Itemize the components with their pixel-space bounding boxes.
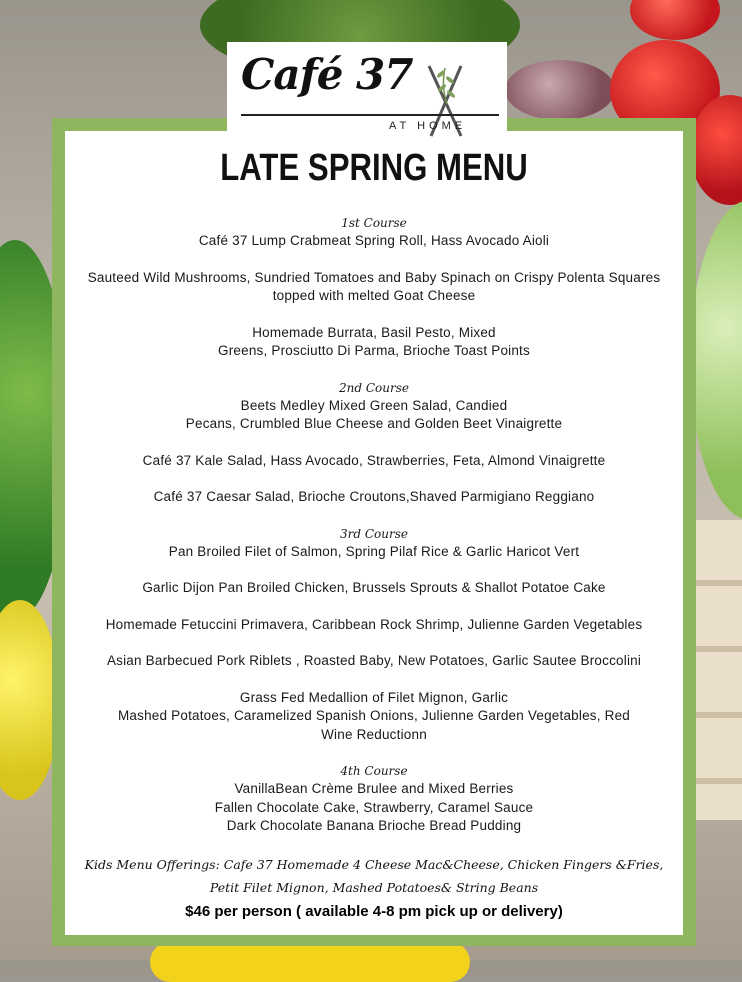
background-beet (505, 60, 615, 120)
background-squash (0, 600, 60, 800)
course-label: 1st Course (341, 216, 407, 230)
menu-item: Café 37 Kale Salad, Hass Avocado, Strawberries, Feta, Almond Vinaigrette (142, 452, 606, 468)
page-title: LATE SPRING MENU (220, 147, 528, 189)
course-label: 4th Course (340, 764, 408, 778)
kids-menu (65, 853, 683, 899)
menu-item: Pecans, Crumbled Blue Cheese and Golden Beet Vinaigrette (185, 416, 563, 431)
menu-item: Café 37 Lump Crabmeat Spring Roll, Hass Avocado Aioli (198, 233, 550, 248)
menu-item: Garlic Dijon Pan Broiled Chicken, Brussels Sprouts & Shallot Potatoe Cake (142, 580, 606, 595)
menu-item: Greens, Prosciutto Di Parma, Brioche Toast Points (218, 343, 530, 358)
logo-name: Café 37 (241, 50, 413, 99)
background-cabbage (690, 200, 742, 520)
menu-item: Homemade Burrata, Basil Pesto, Mixed (252, 324, 496, 340)
menu-item: Beets Medley Mixed Green Salad, Candied (240, 397, 508, 413)
menu-item: Pan Broiled Filet of Salmon, Spring Pilaf Rice & Garlic Haricot Vert (168, 543, 580, 559)
background-squash (150, 942, 470, 982)
logo-tagline: AT HOME (389, 120, 467, 132)
course-label: 2nd Course (339, 380, 409, 395)
course-label: 3rd Course (340, 526, 408, 541)
menu-item: Café 37 Caesar Salad, Brioche Croutons,Shaved Parmigiano Reggiano (153, 489, 595, 504)
menu-item: Grass Fed Medallion of Filet Mignon, Garlic (239, 689, 509, 705)
menu-item: Dark Chocolate Banana Brioche Bread Pudding (226, 818, 522, 833)
menu-item: Mashed Potatoes, Caramelized Spanish Onions, Julienne Garden Vegetables, Red (117, 708, 630, 723)
price-line: $46 per person ( available 4-8 pm pick up or delivery) (185, 903, 563, 920)
kids-menu-line: Petit Filet Mignon, Mashed Potatoes& String Beans (209, 880, 539, 895)
menu-item: Fallen Chocolate Cake, Strawberry, Caramel Sauce (214, 799, 534, 815)
menu-item: Wine Reductionn (321, 726, 427, 742)
menu-item: Asian Barbecued Pork Riblets , Roasted Baby, New Potatoes, Garlic Sautee Broccolini (106, 653, 642, 668)
menu-item: Homemade Fetuccini Primavera, Caribbean Rock Shrimp, Julienne Garden Vegetables (105, 616, 643, 632)
menu-item: VanillaBean Crème Brulee and Mixed Berries (234, 781, 514, 796)
menu-item: topped with melted Goat Cheese (272, 288, 476, 303)
logo-underline (241, 114, 499, 116)
menu-item: Sauteed Wild Mushrooms, Sundried Tomatoes and Baby Spinach on Crispy Polenta Squares (87, 269, 661, 285)
background-crate (695, 520, 742, 820)
background-tomato (630, 0, 720, 40)
kids-menu-line: Kids Menu Offerings: Cafe 37 Homemade 4 Cheese Mac&Cheese, Chicken Fingers &Fries, (84, 857, 664, 872)
menu-courses (65, 214, 683, 836)
logo (227, 42, 507, 142)
